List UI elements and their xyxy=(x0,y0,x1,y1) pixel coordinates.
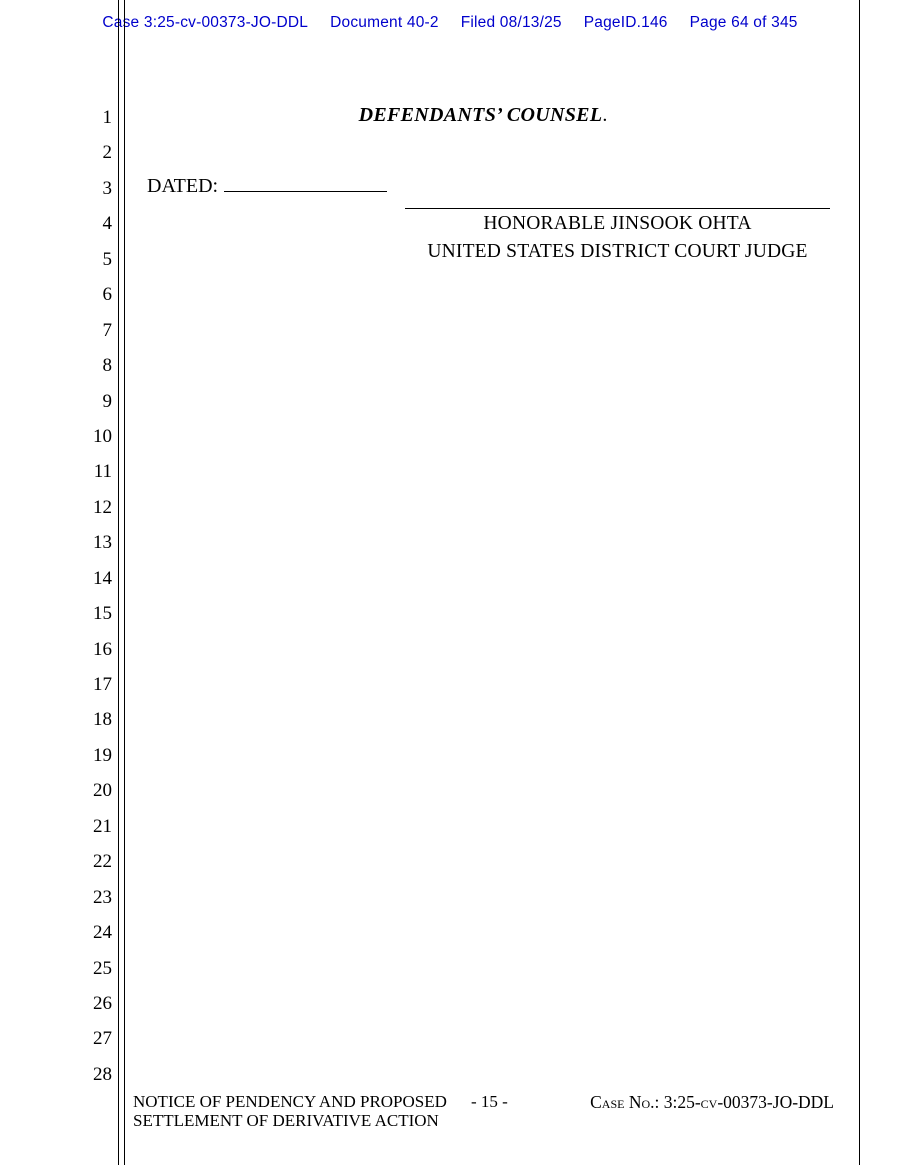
date-blank-rule xyxy=(224,175,387,192)
line-number: 10 xyxy=(93,425,112,447)
line-number: 3 xyxy=(102,177,112,199)
line-number: 28 xyxy=(93,1063,112,1085)
line-number: 4 xyxy=(102,213,112,235)
line-number: 19 xyxy=(93,744,112,766)
footer-title-line-1: NOTICE OF PENDENCY AND PROPOSED xyxy=(133,1092,447,1111)
dated-label: DATED: xyxy=(147,175,219,197)
left-outer-rule xyxy=(118,0,119,1165)
line-number: 7 xyxy=(102,319,112,341)
ecf-page-number: Page 64 xyxy=(689,14,749,31)
line-number: 18 xyxy=(93,709,112,731)
line-number: 5 xyxy=(102,248,112,270)
line-number: 20 xyxy=(93,780,112,802)
ecf-pageid: PageID.146 xyxy=(583,14,668,31)
document-body xyxy=(133,100,833,1110)
judge-title: UNITED STATES DISTRICT COURT JUDGE xyxy=(427,241,808,262)
ecf-case-number: Case 3:25-cv-00373-JO-DDL xyxy=(102,14,309,31)
line-number: 24 xyxy=(93,922,112,944)
footer-title-line-2: SETTLEMENT OF DERIVATIVE ACTION xyxy=(133,1110,439,1130)
line-number: 8 xyxy=(102,355,112,377)
signature-rule xyxy=(405,208,830,209)
line-number: 23 xyxy=(93,886,112,908)
defendants-counsel-heading xyxy=(133,104,833,127)
line-number: 25 xyxy=(93,957,112,979)
line-number-column xyxy=(78,100,112,1092)
line-number: 2 xyxy=(102,142,112,164)
dated-line xyxy=(147,175,387,198)
ecf-filed-date: Filed 08/13/25 xyxy=(460,14,562,31)
ecf-page-total: of 345 xyxy=(753,14,798,31)
line-number: 14 xyxy=(93,567,112,589)
footer-case-number: Case No.: 3:25-cv-00373-JO-DDL xyxy=(590,1092,834,1112)
line-number: 6 xyxy=(102,284,112,306)
line-number: 21 xyxy=(93,815,112,837)
line-number: 26 xyxy=(93,992,112,1014)
heading-text: DEFENDANTS’ COUNSEL xyxy=(358,104,603,126)
line-number: 12 xyxy=(93,496,112,518)
judge-name: HONORABLE JINSOOK OHTA xyxy=(483,213,752,234)
line-number: 16 xyxy=(93,638,112,660)
left-inner-rule xyxy=(124,0,125,1165)
line-number: 13 xyxy=(93,532,112,554)
right-rule xyxy=(859,0,860,1165)
line-number: 22 xyxy=(93,851,112,873)
heading-period: . xyxy=(602,104,608,126)
ecf-document-number: Document 40-2 xyxy=(330,14,439,31)
line-number: 9 xyxy=(102,390,112,412)
line-number: 27 xyxy=(93,1028,112,1050)
line-number: 15 xyxy=(93,603,112,625)
footer-page-number: - 15 - xyxy=(471,1092,508,1111)
line-number: 11 xyxy=(93,461,112,483)
line-number: 1 xyxy=(102,107,112,128)
line-number: 17 xyxy=(93,674,112,695)
